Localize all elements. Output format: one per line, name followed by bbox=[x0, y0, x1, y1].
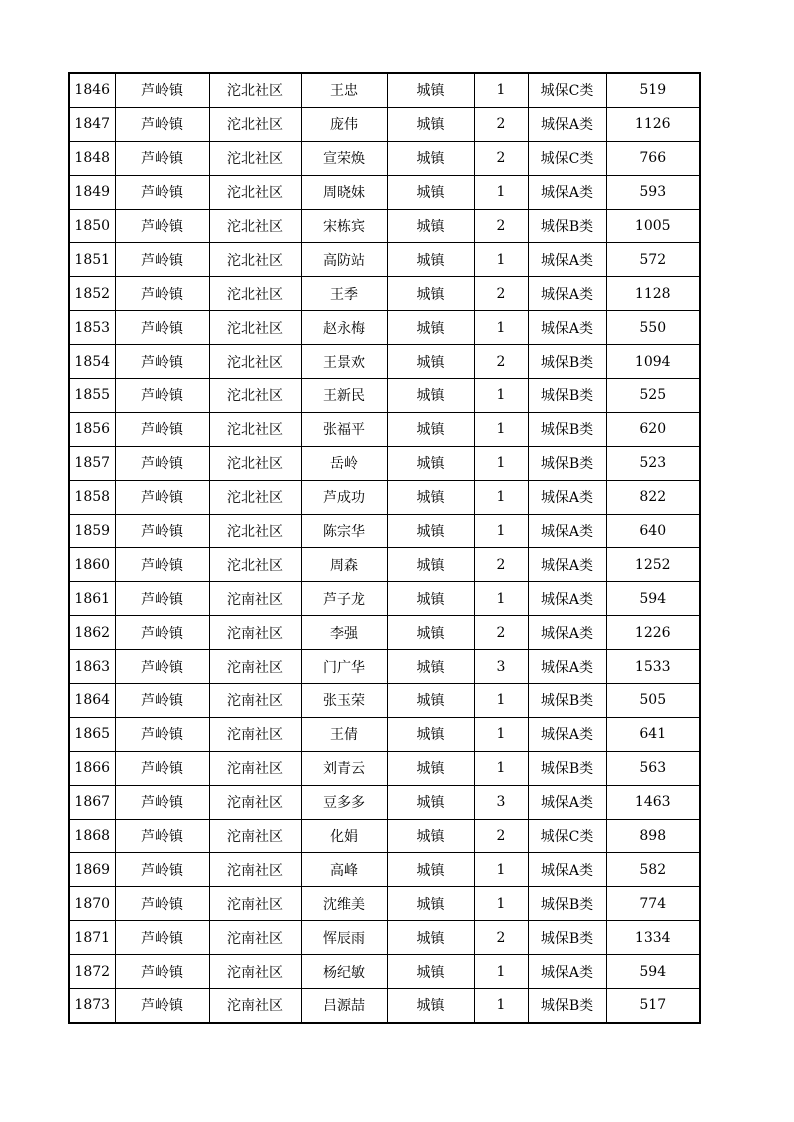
area-type-cell: 城镇 bbox=[387, 345, 474, 379]
category-cell: 城保B类 bbox=[528, 412, 606, 446]
town-cell: 芦岭镇 bbox=[115, 514, 209, 548]
row-number-cell: 1873 bbox=[69, 989, 115, 1023]
household-size-cell: 1 bbox=[474, 480, 528, 514]
table-row bbox=[69, 853, 700, 887]
community-cell: 沱南社区 bbox=[209, 955, 301, 989]
household-size-cell: 2 bbox=[474, 345, 528, 379]
household-size-cell: 1 bbox=[474, 955, 528, 989]
area-type-cell: 城镇 bbox=[387, 853, 474, 887]
household-size-cell: 1 bbox=[474, 582, 528, 616]
area-type-cell: 城镇 bbox=[387, 73, 474, 107]
community-cell: 沱北社区 bbox=[209, 243, 301, 277]
row-number-cell: 1870 bbox=[69, 887, 115, 921]
row-number-cell: 1857 bbox=[69, 446, 115, 480]
area-type-cell: 城镇 bbox=[387, 717, 474, 751]
category-cell: 城保B类 bbox=[528, 887, 606, 921]
table-row bbox=[69, 955, 700, 989]
category-cell: 城保A类 bbox=[528, 853, 606, 887]
name-cell: 门广华 bbox=[301, 650, 387, 684]
table-row bbox=[69, 345, 700, 379]
area-type-cell: 城镇 bbox=[387, 616, 474, 650]
town-cell: 芦岭镇 bbox=[115, 412, 209, 446]
amount-cell: 1126 bbox=[606, 107, 700, 141]
table-row bbox=[69, 175, 700, 209]
community-cell: 沱北社区 bbox=[209, 141, 301, 175]
category-cell: 城保A类 bbox=[528, 311, 606, 345]
area-type-cell: 城镇 bbox=[387, 989, 474, 1023]
town-cell: 芦岭镇 bbox=[115, 548, 209, 582]
amount-cell: 563 bbox=[606, 751, 700, 785]
table-row bbox=[69, 921, 700, 955]
community-cell: 沱北社区 bbox=[209, 107, 301, 141]
row-number-cell: 1846 bbox=[69, 73, 115, 107]
household-size-cell: 1 bbox=[474, 379, 528, 413]
area-type-cell: 城镇 bbox=[387, 887, 474, 921]
community-cell: 沱南社区 bbox=[209, 717, 301, 751]
name-cell: 王倩 bbox=[301, 717, 387, 751]
amount-cell: 766 bbox=[606, 141, 700, 175]
category-cell: 城保A类 bbox=[528, 107, 606, 141]
town-cell: 芦岭镇 bbox=[115, 819, 209, 853]
row-number-cell: 1872 bbox=[69, 955, 115, 989]
amount-cell: 620 bbox=[606, 412, 700, 446]
area-type-cell: 城镇 bbox=[387, 548, 474, 582]
name-cell: 吕源喆 bbox=[301, 989, 387, 1023]
community-cell: 沱南社区 bbox=[209, 921, 301, 955]
amount-cell: 1463 bbox=[606, 785, 700, 819]
community-cell: 沱南社区 bbox=[209, 582, 301, 616]
table-row bbox=[69, 277, 700, 311]
row-number-cell: 1858 bbox=[69, 480, 115, 514]
area-type-cell: 城镇 bbox=[387, 209, 474, 243]
household-size-cell: 2 bbox=[474, 141, 528, 175]
amount-cell: 582 bbox=[606, 853, 700, 887]
row-number-cell: 1867 bbox=[69, 785, 115, 819]
row-number-cell: 1847 bbox=[69, 107, 115, 141]
household-size-cell: 1 bbox=[474, 717, 528, 751]
row-number-cell: 1860 bbox=[69, 548, 115, 582]
household-size-cell: 2 bbox=[474, 548, 528, 582]
amount-cell: 1005 bbox=[606, 209, 700, 243]
name-cell: 陈宗华 bbox=[301, 514, 387, 548]
town-cell: 芦岭镇 bbox=[115, 955, 209, 989]
community-cell: 沱北社区 bbox=[209, 446, 301, 480]
category-cell: 城保A类 bbox=[528, 717, 606, 751]
amount-cell: 1533 bbox=[606, 650, 700, 684]
area-type-cell: 城镇 bbox=[387, 921, 474, 955]
household-size-cell: 1 bbox=[474, 73, 528, 107]
area-type-cell: 城镇 bbox=[387, 243, 474, 277]
household-size-cell: 2 bbox=[474, 616, 528, 650]
table-row bbox=[69, 650, 700, 684]
data-table bbox=[68, 72, 701, 1024]
town-cell: 芦岭镇 bbox=[115, 141, 209, 175]
town-cell: 芦岭镇 bbox=[115, 73, 209, 107]
row-number-cell: 1849 bbox=[69, 175, 115, 209]
amount-cell: 1334 bbox=[606, 921, 700, 955]
table-row bbox=[69, 379, 700, 413]
category-cell: 城保A类 bbox=[528, 514, 606, 548]
community-cell: 沱南社区 bbox=[209, 650, 301, 684]
amount-cell: 517 bbox=[606, 989, 700, 1023]
area-type-cell: 城镇 bbox=[387, 175, 474, 209]
amount-cell: 523 bbox=[606, 446, 700, 480]
community-cell: 沱北社区 bbox=[209, 209, 301, 243]
household-size-cell: 1 bbox=[474, 243, 528, 277]
area-type-cell: 城镇 bbox=[387, 650, 474, 684]
table-row bbox=[69, 548, 700, 582]
town-cell: 芦岭镇 bbox=[115, 480, 209, 514]
row-number-cell: 1862 bbox=[69, 616, 115, 650]
amount-cell: 525 bbox=[606, 379, 700, 413]
town-cell: 芦岭镇 bbox=[115, 209, 209, 243]
category-cell: 城保C类 bbox=[528, 141, 606, 175]
category-cell: 城保A类 bbox=[528, 616, 606, 650]
household-size-cell: 3 bbox=[474, 785, 528, 819]
name-cell: 刘青云 bbox=[301, 751, 387, 785]
category-cell: 城保B类 bbox=[528, 989, 606, 1023]
area-type-cell: 城镇 bbox=[387, 277, 474, 311]
community-cell: 沱北社区 bbox=[209, 73, 301, 107]
community-cell: 沱北社区 bbox=[209, 548, 301, 582]
table-row bbox=[69, 887, 700, 921]
name-cell: 王忠 bbox=[301, 73, 387, 107]
row-number-cell: 1856 bbox=[69, 412, 115, 446]
row-number-cell: 1851 bbox=[69, 243, 115, 277]
name-cell: 高峰 bbox=[301, 853, 387, 887]
amount-cell: 519 bbox=[606, 73, 700, 107]
row-number-cell: 1861 bbox=[69, 582, 115, 616]
category-cell: 城保B类 bbox=[528, 446, 606, 480]
category-cell: 城保B类 bbox=[528, 345, 606, 379]
town-cell: 芦岭镇 bbox=[115, 921, 209, 955]
category-cell: 城保A类 bbox=[528, 955, 606, 989]
row-number-cell: 1871 bbox=[69, 921, 115, 955]
row-number-cell: 1869 bbox=[69, 853, 115, 887]
table-row bbox=[69, 73, 700, 107]
name-cell: 芦子龙 bbox=[301, 582, 387, 616]
category-cell: 城保A类 bbox=[528, 650, 606, 684]
table-row bbox=[69, 141, 700, 175]
category-cell: 城保A类 bbox=[528, 480, 606, 514]
row-number-cell: 1853 bbox=[69, 311, 115, 345]
table-row bbox=[69, 311, 700, 345]
table-row bbox=[69, 684, 700, 718]
amount-cell: 1094 bbox=[606, 345, 700, 379]
area-type-cell: 城镇 bbox=[387, 412, 474, 446]
town-cell: 芦岭镇 bbox=[115, 107, 209, 141]
community-cell: 沱北社区 bbox=[209, 311, 301, 345]
amount-cell: 1226 bbox=[606, 616, 700, 650]
name-cell: 周晓妹 bbox=[301, 175, 387, 209]
town-cell: 芦岭镇 bbox=[115, 751, 209, 785]
category-cell: 城保A类 bbox=[528, 175, 606, 209]
row-number-cell: 1859 bbox=[69, 514, 115, 548]
amount-cell: 1128 bbox=[606, 277, 700, 311]
town-cell: 芦岭镇 bbox=[115, 379, 209, 413]
table-row bbox=[69, 209, 700, 243]
household-size-cell: 2 bbox=[474, 819, 528, 853]
household-size-cell: 1 bbox=[474, 175, 528, 209]
community-cell: 沱北社区 bbox=[209, 345, 301, 379]
community-cell: 沱南社区 bbox=[209, 616, 301, 650]
household-size-cell: 1 bbox=[474, 684, 528, 718]
household-size-cell: 2 bbox=[474, 209, 528, 243]
amount-cell: 594 bbox=[606, 955, 700, 989]
name-cell: 芦成功 bbox=[301, 480, 387, 514]
town-cell: 芦岭镇 bbox=[115, 887, 209, 921]
household-size-cell: 1 bbox=[474, 887, 528, 921]
name-cell: 周森 bbox=[301, 548, 387, 582]
amount-cell: 1252 bbox=[606, 548, 700, 582]
row-number-cell: 1864 bbox=[69, 684, 115, 718]
town-cell: 芦岭镇 bbox=[115, 446, 209, 480]
area-type-cell: 城镇 bbox=[387, 379, 474, 413]
row-number-cell: 1854 bbox=[69, 345, 115, 379]
community-cell: 沱北社区 bbox=[209, 379, 301, 413]
town-cell: 芦岭镇 bbox=[115, 582, 209, 616]
town-cell: 芦岭镇 bbox=[115, 345, 209, 379]
amount-cell: 822 bbox=[606, 480, 700, 514]
category-cell: 城保A类 bbox=[528, 785, 606, 819]
amount-cell: 640 bbox=[606, 514, 700, 548]
name-cell: 高防站 bbox=[301, 243, 387, 277]
town-cell: 芦岭镇 bbox=[115, 311, 209, 345]
area-type-cell: 城镇 bbox=[387, 582, 474, 616]
community-cell: 沱南社区 bbox=[209, 684, 301, 718]
row-number-cell: 1865 bbox=[69, 717, 115, 751]
name-cell: 庞伟 bbox=[301, 107, 387, 141]
category-cell: 城保A类 bbox=[528, 582, 606, 616]
table-row bbox=[69, 243, 700, 277]
table-row bbox=[69, 717, 700, 751]
name-cell: 张福平 bbox=[301, 412, 387, 446]
table-row bbox=[69, 819, 700, 853]
category-cell: 城保C类 bbox=[528, 819, 606, 853]
table-row bbox=[69, 412, 700, 446]
household-size-cell: 2 bbox=[474, 107, 528, 141]
name-cell: 豆多多 bbox=[301, 785, 387, 819]
amount-cell: 594 bbox=[606, 582, 700, 616]
name-cell: 岳岭 bbox=[301, 446, 387, 480]
community-cell: 沱南社区 bbox=[209, 819, 301, 853]
row-number-cell: 1855 bbox=[69, 379, 115, 413]
name-cell: 化娟 bbox=[301, 819, 387, 853]
row-number-cell: 1863 bbox=[69, 650, 115, 684]
name-cell: 恽辰雨 bbox=[301, 921, 387, 955]
town-cell: 芦岭镇 bbox=[115, 650, 209, 684]
community-cell: 沱南社区 bbox=[209, 853, 301, 887]
table-row bbox=[69, 989, 700, 1023]
household-size-cell: 1 bbox=[474, 853, 528, 887]
community-cell: 沱南社区 bbox=[209, 887, 301, 921]
name-cell: 杨纪敏 bbox=[301, 955, 387, 989]
amount-cell: 550 bbox=[606, 311, 700, 345]
category-cell: 城保B类 bbox=[528, 379, 606, 413]
area-type-cell: 城镇 bbox=[387, 955, 474, 989]
area-type-cell: 城镇 bbox=[387, 819, 474, 853]
table-row bbox=[69, 616, 700, 650]
town-cell: 芦岭镇 bbox=[115, 175, 209, 209]
household-size-cell: 3 bbox=[474, 650, 528, 684]
town-cell: 芦岭镇 bbox=[115, 989, 209, 1023]
category-cell: 城保B类 bbox=[528, 751, 606, 785]
name-cell: 王新民 bbox=[301, 379, 387, 413]
category-cell: 城保B类 bbox=[528, 209, 606, 243]
town-cell: 芦岭镇 bbox=[115, 717, 209, 751]
area-type-cell: 城镇 bbox=[387, 785, 474, 819]
household-size-cell: 1 bbox=[474, 751, 528, 785]
amount-cell: 774 bbox=[606, 887, 700, 921]
name-cell: 王景欢 bbox=[301, 345, 387, 379]
area-type-cell: 城镇 bbox=[387, 311, 474, 345]
category-cell: 城保A类 bbox=[528, 548, 606, 582]
household-size-cell: 2 bbox=[474, 277, 528, 311]
household-size-cell: 2 bbox=[474, 921, 528, 955]
community-cell: 沱南社区 bbox=[209, 989, 301, 1023]
table-row bbox=[69, 785, 700, 819]
household-size-cell: 1 bbox=[474, 412, 528, 446]
area-type-cell: 城镇 bbox=[387, 446, 474, 480]
row-number-cell: 1850 bbox=[69, 209, 115, 243]
amount-cell: 641 bbox=[606, 717, 700, 751]
area-type-cell: 城镇 bbox=[387, 107, 474, 141]
row-number-cell: 1866 bbox=[69, 751, 115, 785]
community-cell: 沱北社区 bbox=[209, 480, 301, 514]
amount-cell: 898 bbox=[606, 819, 700, 853]
table-row bbox=[69, 107, 700, 141]
household-size-cell: 1 bbox=[474, 989, 528, 1023]
community-cell: 沱北社区 bbox=[209, 277, 301, 311]
town-cell: 芦岭镇 bbox=[115, 684, 209, 718]
category-cell: 城保C类 bbox=[528, 73, 606, 107]
category-cell: 城保A类 bbox=[528, 243, 606, 277]
name-cell: 赵永梅 bbox=[301, 311, 387, 345]
category-cell: 城保B类 bbox=[528, 921, 606, 955]
amount-cell: 572 bbox=[606, 243, 700, 277]
category-cell: 城保B类 bbox=[528, 684, 606, 718]
household-size-cell: 1 bbox=[474, 311, 528, 345]
name-cell: 李强 bbox=[301, 616, 387, 650]
table-body bbox=[69, 73, 700, 1023]
community-cell: 沱南社区 bbox=[209, 751, 301, 785]
town-cell: 芦岭镇 bbox=[115, 785, 209, 819]
community-cell: 沱北社区 bbox=[209, 175, 301, 209]
household-size-cell: 1 bbox=[474, 514, 528, 548]
community-cell: 沱北社区 bbox=[209, 412, 301, 446]
table-row bbox=[69, 446, 700, 480]
name-cell: 王季 bbox=[301, 277, 387, 311]
community-cell: 沱南社区 bbox=[209, 785, 301, 819]
name-cell: 张玉荣 bbox=[301, 684, 387, 718]
town-cell: 芦岭镇 bbox=[115, 243, 209, 277]
household-size-cell: 1 bbox=[474, 446, 528, 480]
category-cell: 城保A类 bbox=[528, 277, 606, 311]
name-cell: 沈维美 bbox=[301, 887, 387, 921]
town-cell: 芦岭镇 bbox=[115, 853, 209, 887]
area-type-cell: 城镇 bbox=[387, 480, 474, 514]
name-cell: 宋栋宾 bbox=[301, 209, 387, 243]
table-row bbox=[69, 480, 700, 514]
area-type-cell: 城镇 bbox=[387, 141, 474, 175]
area-type-cell: 城镇 bbox=[387, 684, 474, 718]
area-type-cell: 城镇 bbox=[387, 514, 474, 548]
row-number-cell: 1852 bbox=[69, 277, 115, 311]
town-cell: 芦岭镇 bbox=[115, 277, 209, 311]
row-number-cell: 1868 bbox=[69, 819, 115, 853]
table-row bbox=[69, 582, 700, 616]
table-row bbox=[69, 514, 700, 548]
amount-cell: 505 bbox=[606, 684, 700, 718]
area-type-cell: 城镇 bbox=[387, 751, 474, 785]
amount-cell: 593 bbox=[606, 175, 700, 209]
name-cell: 宣荣焕 bbox=[301, 141, 387, 175]
table-row bbox=[69, 751, 700, 785]
row-number-cell: 1848 bbox=[69, 141, 115, 175]
town-cell: 芦岭镇 bbox=[115, 616, 209, 650]
community-cell: 沱北社区 bbox=[209, 514, 301, 548]
